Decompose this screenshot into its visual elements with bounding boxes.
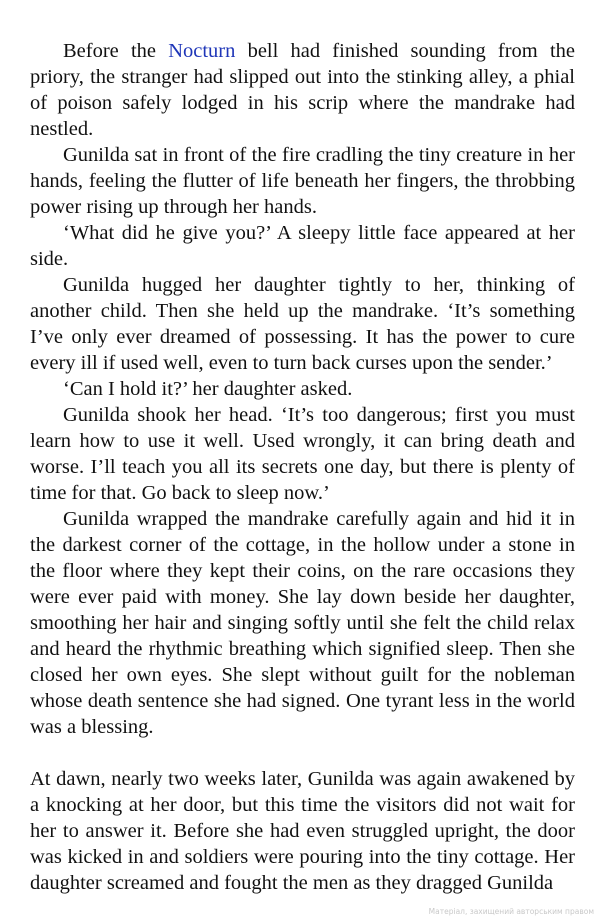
- paragraph-7: Gunilda wrapped the mandrake carefully again and hid it in the darkest corner of the cottage, in the hollow under a stone in the floor where they kept their coins, on the rare occasions they were ever paid with money. She lay down beside her daughter, smoothing her hair and singing softly until she felt the child relax and heard the rhythmic breathing which signified sleep. Then she closed her own eyes. She slept without guilt for the nobleman whose death sentence she had signed. One tyrant less in the world was a blessing.: [30, 508, 575, 738]
- paragraph-5: ‘Can I hold it?’ her daughter asked.: [63, 378, 353, 400]
- paragraph-3: ‘What did he give you?’ A sleepy little face appeared at her side.: [30, 222, 575, 270]
- section-break: [30, 740, 575, 766]
- paragraph-2: Gunilda sat in front of the fire cradling the tiny creature in her hands, feeling the flutter of life beneath her fingers, the throbbing power rising up through her hands.: [30, 144, 575, 218]
- paragraph-1: [30, 38, 575, 142]
- paragraph-8: At dawn, nearly two weeks later, Gunilda was again awakened by a knocking at her door, but this time the visitors did not wait for her to answer it. Before she had even struggled upright, the door was kicked in and soldiers were pouring into the tiny cottage. Her daughter screamed and fought the men as they dragged Gunilda: [30, 768, 575, 894]
- body-text: [30, 38, 575, 896]
- paragraph-1-lead: Before the: [63, 40, 169, 62]
- paragraph-1-rest: bell had finished sounding from the priory, the stranger had slipped out into the stinking alley, a phial of poison safely lodged in his scrip where the mandrake had nestled.: [30, 40, 575, 140]
- paragraph-6: Gunilda shook her head. ‘It’s too dangerous; first you must learn how to use it well. Used wrongly, it can bring death and worse. I’ll teach you all its secrets one day, but there is plenty of time for that. Go back to sleep now.’: [30, 404, 575, 504]
- paragraph-4: Gunilda hugged her daughter tightly to her, thinking of another child. Then she held up the mandrake. ‘It’s something I’ve only ever dreamed of possessing. It has the power to cure every ill if used well, even to turn back curses upon the sender.’: [30, 274, 575, 374]
- copyright-watermark: Матеріал, захищений авторським правом: [428, 907, 594, 916]
- nocturn-link[interactable]: Nocturn: [168, 40, 236, 62]
